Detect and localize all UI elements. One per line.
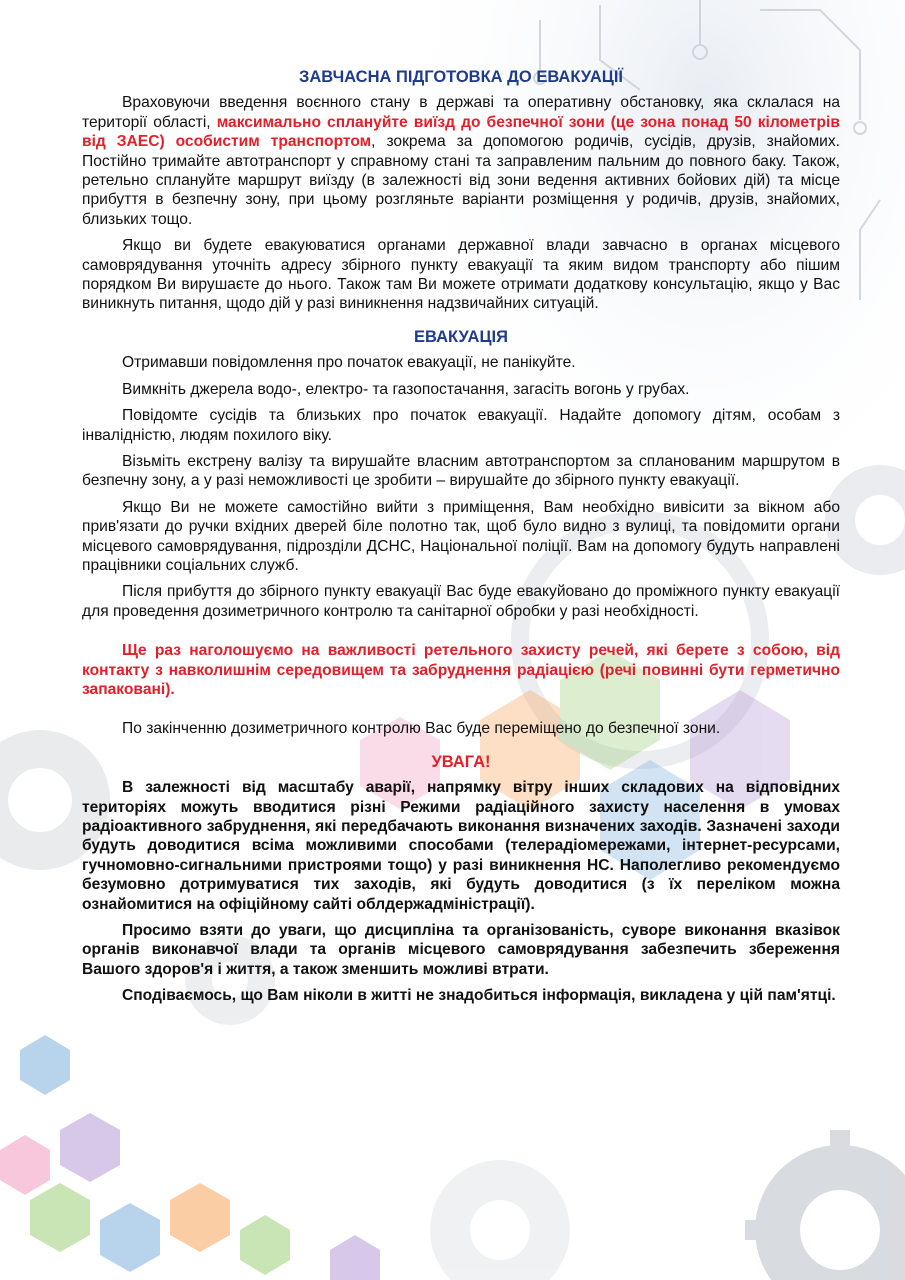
paragraph-attention-2: Просимо взяти до уваги, що дисципліна та організованість, суворе виконання вказівок органів виконавчої влади та органів місцевого самоврядування забезпечить збереження Вашого здоров'я і життя, а також зменшить можливі втрати. — [82, 922, 840, 978]
document-body — [82, 68, 840, 1013]
paragraph-attention-1: В залежності від масштабу аварії, напрямку вітру інших складових на відповідних територіях можуть вводитися різні Режими радіаційного захисту населення в умовах радіоактивного забруднення, які передбачають виконання визначених заходів. Зазначені заходи будуть доводитися всіма можливими способами (телерадіомережами, інтернет-ресурсами, гучномовно-сигнальними пристроями тощо) у разі виникнення НС. Наполегливо рекомендуємо безумовно дотримуватися тих заходів, які будуть доводитися (з їх переліком можна ознайомитися на офіційному сайті облдержадміністрації). — [82, 779, 840, 913]
paragraph-evacuation-7: По закінченню дозиметричного контролю Вас буде переміщено до безпечної зони. — [122, 720, 721, 738]
highlight-red: максимально сплануйте виїзд до безпечної зони (це зона понад 50 кілометрів від ЗАЕС) особистим транспортом — [82, 113, 840, 151]
paragraph-preparation-1 — [82, 93, 840, 229]
paragraph-preparation-2: Якщо ви будете евакуюватися органами державної влади завчасно в органах місцевого самоврядування уточніть адресу збірного пункту евакуації та яким видом транспорту або пішим порядком Ви вирушаєте до нього. Також там Ви можете отримати додаткову консультацію, якщо у Вас виникнуть питання, щодо дій у разі виникнення надзвичайних ситуацій. — [82, 237, 840, 313]
heading-attention: УВАГА! — [431, 752, 491, 771]
text-span: Враховуючи введення воєнного стану в державі та оперативну обстановку, яка склалася на території області, — [82, 94, 840, 131]
paragraph-evacuation-4: Візьміть екстрену валізу та вирушайте власним автотранспортом за спланованим маршрутом в безпечну зону, а у разі неможливості це зробити – вирушайте до збірного пункту евакуації. — [82, 452, 840, 490]
text-span: , зокрема за допомогою родичів, сусідів, друзів, знайомих. Постійно тримайте автотранспорт у справному стані та заправленим пальним до повного баку. Також, ретельно сплануйте маршрут виїзду (в залежності від зони ведення активних бойових дій) та місце прибуття в безпечну зону, при цьому розгляньте варіанти розміщення у родичів, друзів, знайомих, близьких тощо. — [82, 133, 840, 228]
paragraph-evacuation-1: Отримавши повідомлення про початок евакуації, не панікуйте. — [122, 354, 576, 372]
paragraph-evacuation-6: Після прибуття до збірного пункту евакуації Вас буде евакуйовано до проміжного пункту евакуації для проведення дозиметричного контролю та санітарної обробки у разі необхідності. — [82, 583, 840, 620]
heading-preparation: ЗАВЧАСНА ПІДГОТОВКА ДО ЕВАКУАЦІЇ — [299, 68, 623, 86]
paragraph-attention-3: Сподіваємось, що Вам ніколи в житті не знадобиться інформація, викладена у цій пам'ятці. — [122, 987, 836, 1005]
paragraph-evacuation-2: Вимкніть джерела водо-, електро- та газопостачання, загасіть вогонь у грубах. — [122, 380, 690, 398]
paragraph-evacuation-3: Повідомте сусідів та близьких про початок евакуації. Надайте допомогу дітям, особам з інвалідністю, людям похилого віку. — [82, 407, 840, 444]
heading-evacuation: ЕВАКУАЦІЯ — [414, 327, 508, 346]
warning-paragraph: Ще раз наголошуємо на важливості ретельного захисту речей, які берете з собою, від контакту з навколишнім середовищем та забруднення радіацією (речі повинні бути герметично запаковані). — [82, 642, 840, 698]
paragraph-evacuation-5: Якщо Ви не можете самостійно вийти з приміщення, Вам необхідно вивісити за вікном або прив'язати до ручки вхідних дверей біле полотно так, щоб було видно з вулиці, та повідомити органи місцевого самоврядування, підрозділи ДСНС, Національної поліції. Вам на допомогу будуть направлені працівники соціальних служб. — [82, 498, 840, 574]
